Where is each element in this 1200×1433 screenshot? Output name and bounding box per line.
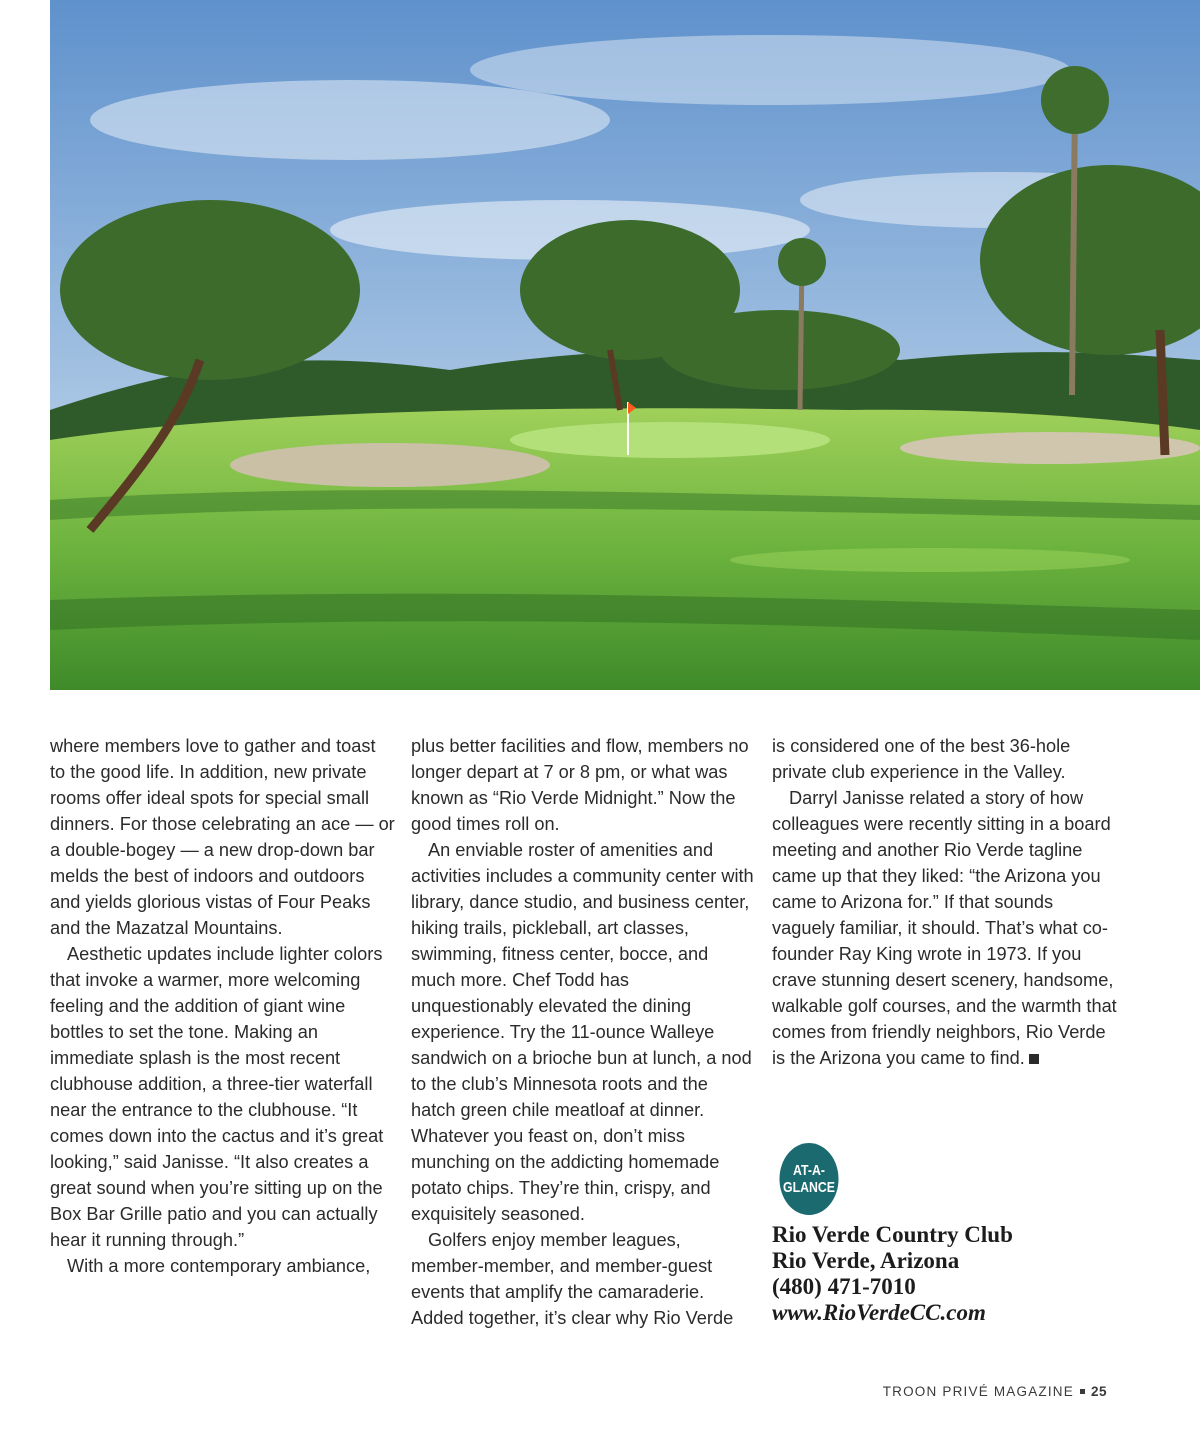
paragraph: is considered one of the best 36-hole private club experience in the Valley. xyxy=(772,736,1071,782)
club-website-link[interactable]: www.RioVerdeCC.com xyxy=(772,1300,986,1325)
magazine-name: TROON PRIVÉ MAGAZINE xyxy=(882,1384,1074,1399)
paragraph-last xyxy=(772,785,1117,1071)
glance-line-2: GLANCE xyxy=(783,1179,835,1196)
paragraph: where members love to gather and toast to the good life. In addition, new private rooms offer ideal spots for special small dinners. For those celebrating an ace — or a double-bogey — a new drop-down bar melds the best of indoors and outdoors and yields glorious vistas of Four Peaks and the Mazatzal Mountains. xyxy=(50,736,395,938)
separator-icon xyxy=(1080,1389,1085,1394)
club-phone: (480) 471-7010 xyxy=(772,1274,916,1299)
article-column-2 xyxy=(411,733,756,1331)
article-column-1 xyxy=(50,733,395,1279)
paragraph: With a more contemporary ambiance, xyxy=(67,1256,371,1276)
club-location: Rio Verde, Arizona xyxy=(772,1248,960,1273)
paragraph: plus better facilities and flow, members no longer depart at 7 or 8 pm, or what was known as “Rio Verde Midnight.” Now the good times roll on. xyxy=(411,736,749,834)
page-footer xyxy=(883,1384,1107,1399)
at-a-glance-badge xyxy=(779,1143,838,1215)
page-number: 25 xyxy=(1090,1384,1107,1399)
club-name: Rio Verde Country Club xyxy=(772,1222,1013,1247)
paragraph-text: Darryl Janisse related a story of how colleagues were recently sitting in a board meeting and another Rio Verde tagline came up that they liked: “the Arizona you came to Arizona for.” If that sounds vaguely familiar, it should. That’s what co-founder Ray King wrote in 1973. If you crave stunning desert scenery, handsome, walkable golf courses, and the warmth that comes from friendly neighbors, Rio Verde is the Arizona you came to find. xyxy=(772,788,1117,1068)
club-info xyxy=(772,1222,1013,1326)
paragraph: An enviable roster of amenities and activities includes a community center with library, dance studio, and business center, hiking trails, pickleball, art classes, swimming, fitness center, bocce, and much more. Chef Todd has unquestionably elevated the dining experience. Try the 11-ounce Walleye sandwich on a brioche bun at lunch, a nod to the club’s Minnesota roots and the hatch green chile meatloaf at dinner. Whatever you feast on, don’t miss munching on the addicting homemade potato chips. They’re thin, crispy, and exquisitely seasoned. xyxy=(411,840,754,1224)
end-mark-icon xyxy=(1029,1054,1039,1064)
golf-course-illustration xyxy=(50,0,1200,690)
paragraph: Aesthetic updates include lighter colors that invoke a warmer, more welcoming feeling and the addition of giant wine bottles to set the tone. Making an immediate splash is the most recent clubhouse addition, a three-tier waterfall near the entrance to the clubhouse. “It comes down into the cactus and it’s great looking,” said Janisse. “It also creates a great sound when you’re sitting up on the Box Bar Grille patio and you can actually hear it running through.” xyxy=(50,944,384,1250)
paragraph: Golfers enjoy member leagues, member-member, and member-guest events that amplify the camaraderie. Added together, it’s clear why Rio Verde xyxy=(411,1230,734,1328)
golf-course-photo xyxy=(50,0,1200,690)
article-column-3 xyxy=(772,733,1117,1071)
glance-line-1: AT-A- xyxy=(793,1162,825,1179)
